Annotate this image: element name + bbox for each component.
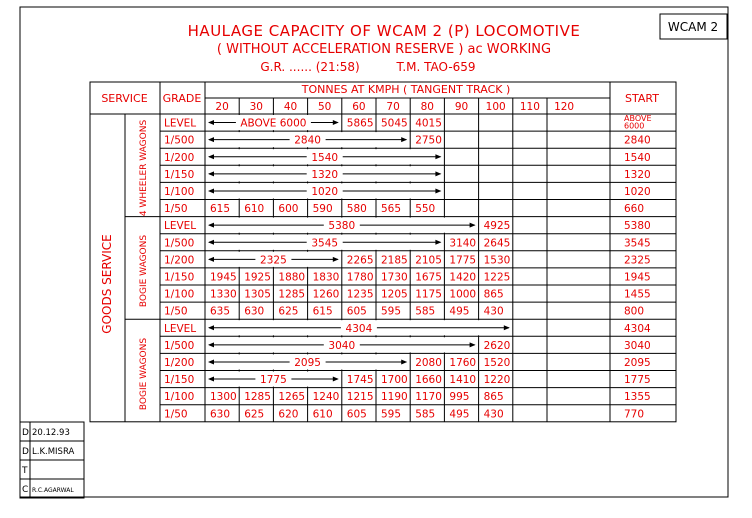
start-value: 5380 <box>624 220 651 233</box>
speed-header: 100 <box>485 101 506 113</box>
signoff-key: T <box>22 466 28 476</box>
grade-label: LEVEL <box>164 117 197 130</box>
grade-label: LEVEL <box>164 220 197 233</box>
capacity-value: 585 <box>415 305 436 318</box>
capacity-value: 1880 <box>278 271 306 284</box>
grade-label: 1/150 <box>164 168 195 181</box>
capacity-value: 1220 <box>483 374 511 387</box>
capacity-value: 5045 <box>381 117 408 130</box>
capacity-value: 1260 <box>312 288 340 301</box>
grade-label: 1/50 <box>164 408 188 421</box>
capacity-value: 1410 <box>449 374 477 387</box>
capacity-value: 620 <box>278 408 299 421</box>
capacity-value: 2840 <box>294 134 321 147</box>
capacity-value: 430 <box>483 305 504 318</box>
capacity-value: 4015 <box>415 117 442 130</box>
group-label-bogie-2: BOGIE WAGONS <box>139 337 149 411</box>
grade-label: 1/150 <box>164 271 195 284</box>
drawing-border <box>20 7 728 497</box>
capacity-value: 1175 <box>415 288 442 301</box>
grade-label: 1/500 <box>164 134 195 147</box>
speed-header: 50 <box>318 101 332 113</box>
speed-header: 30 <box>249 101 263 113</box>
grade-label: 1/100 <box>164 185 195 198</box>
capacity-value: 2750 <box>415 134 442 147</box>
capacity-value: 610 <box>312 408 333 421</box>
grade-label: 1/500 <box>164 237 195 250</box>
capacity-value: 3545 <box>311 237 339 250</box>
grade-label: LEVEL <box>164 322 197 335</box>
capacity-value: 635 <box>210 305 231 318</box>
speed-header: 70 <box>386 101 400 113</box>
capacity-value: 1265 <box>278 391 306 404</box>
start-value: 1320 <box>624 168 651 181</box>
capacity-value: 605 <box>346 408 367 421</box>
capacity-value: 625 <box>278 305 299 318</box>
capacity-value: 3140 <box>449 237 477 250</box>
capacity-value: 1285 <box>244 391 271 404</box>
start-value: 3040 <box>624 339 651 352</box>
start-value-line1: ABOVE <box>624 114 652 123</box>
capacity-value: 580 <box>346 203 367 216</box>
capacity-value: 1305 <box>244 288 271 301</box>
table-body <box>125 114 676 420</box>
capacity-value: 2265 <box>346 254 374 267</box>
capacity-value: 1775 <box>449 254 477 267</box>
capacity-value: 1745 <box>346 374 374 387</box>
speed-header: 110 <box>519 101 540 113</box>
capacity-value: 590 <box>312 203 333 216</box>
start-value: 2840 <box>624 134 651 147</box>
capacity-value: 1945 <box>210 271 237 284</box>
title-line-1: HAULAGE CAPACITY OF WCAM 2 (P) LOCOMOTIVE <box>187 22 581 40</box>
capacity-value: 630 <box>210 408 231 421</box>
capacity-value: 615 <box>210 203 231 216</box>
capacity-value: 430 <box>483 408 504 421</box>
signoff-key: D <box>22 428 29 438</box>
capacity-value: ABOVE 6000 <box>240 117 307 130</box>
capacity-value: 565 <box>381 203 402 216</box>
capacity-value: 600 <box>278 203 299 216</box>
capacity-value: 1730 <box>381 271 408 284</box>
capacity-value: 595 <box>381 408 402 421</box>
start-value: 1775 <box>624 374 651 387</box>
capacity-value: 495 <box>449 408 470 421</box>
capacity-value: 1760 <box>449 356 477 369</box>
start-value: 3545 <box>624 237 651 250</box>
capacity-value: 1330 <box>210 288 237 301</box>
capacity-value: 865 <box>483 288 504 301</box>
start-value: 1020 <box>624 185 651 198</box>
capacity-value: 1000 <box>449 288 477 301</box>
capacity-value: 995 <box>449 391 470 404</box>
capacity-value: 625 <box>244 408 265 421</box>
capacity-value: 1020 <box>311 185 339 198</box>
grade-label: 1/100 <box>164 391 195 404</box>
header-start: START <box>625 92 659 105</box>
header-grade: GRADE <box>162 92 202 105</box>
capacity-value: 1225 <box>483 271 511 284</box>
capacity-value: 1700 <box>381 374 408 387</box>
grade-label: 1/200 <box>164 151 195 164</box>
signoff-block <box>20 422 84 498</box>
grade-label: 1/100 <box>164 288 195 301</box>
grade-label: 1/50 <box>164 203 188 216</box>
capacity-value: 2105 <box>415 254 442 267</box>
start-value: 2095 <box>624 356 651 369</box>
capacity-value: 1240 <box>312 391 340 404</box>
sheet-tag: WCAM 2 <box>667 20 719 34</box>
capacity-value: 550 <box>415 203 436 216</box>
start-value-line2: 6000 <box>624 121 645 131</box>
capacity-value: 630 <box>244 305 265 318</box>
signoff-key: C <box>22 485 29 495</box>
start-value: 1540 <box>624 151 651 164</box>
speed-header: 40 <box>283 101 298 113</box>
speed-header: 60 <box>352 101 366 113</box>
capacity-value: 1215 <box>346 391 374 404</box>
header-service: SERVICE <box>101 92 148 105</box>
capacity-value: 615 <box>312 305 333 318</box>
title-line-2: ( WITHOUT ACCELERATION RESERVE ) ac WORKING <box>216 42 552 57</box>
speed-header: 20 <box>215 101 229 113</box>
capacity-value: 1540 <box>311 151 339 164</box>
capacity-value: 1660 <box>415 374 442 387</box>
capacity-value: 2645 <box>483 237 511 250</box>
capacity-value: 2095 <box>294 356 321 369</box>
capacity-value: 4925 <box>483 220 511 233</box>
start-value: 770 <box>624 408 645 421</box>
capacity-value: 1235 <box>346 288 374 301</box>
capacity-value: 610 <box>244 203 265 216</box>
capacity-value: 1530 <box>483 254 511 267</box>
capacity-value: 1285 <box>278 288 306 301</box>
start-value: 1455 <box>624 288 651 301</box>
grade-label: 1/500 <box>164 339 195 352</box>
capacity-value: 1300 <box>210 391 237 404</box>
capacity-value: 1320 <box>311 168 339 181</box>
capacity-value: 1420 <box>449 271 477 284</box>
capacity-value: 1520 <box>483 356 511 369</box>
start-value: 2325 <box>624 254 651 267</box>
speed-header: 80 <box>420 101 434 113</box>
capacity-value: 5380 <box>328 220 356 233</box>
capacity-value: 1775 <box>260 374 287 387</box>
capacity-value: 1780 <box>346 271 374 284</box>
speed-header: 120 <box>554 101 575 113</box>
grade-label: 1/150 <box>164 374 195 387</box>
group-label-bogie-1: BOGIE WAGONS <box>139 234 149 308</box>
capacity-value: 1170 <box>415 391 442 404</box>
capacity-value: 2080 <box>415 356 442 369</box>
capacity-value: 865 <box>483 391 504 404</box>
signoff-value: R.C.AGARWAL <box>32 487 74 494</box>
capacity-value: 595 <box>381 305 402 318</box>
capacity-value: 1675 <box>415 271 442 284</box>
capacity-value: 1205 <box>381 288 408 301</box>
capacity-value: 585 <box>415 408 436 421</box>
capacity-value: 2620 <box>483 339 511 352</box>
start-value: 1355 <box>624 391 651 404</box>
capacity-value: 605 <box>346 305 367 318</box>
speed-header-row <box>215 101 574 113</box>
start-value: 800 <box>624 305 645 318</box>
capacity-value: 1190 <box>381 391 408 404</box>
speed-header: 90 <box>454 101 469 113</box>
grade-label: 1/200 <box>164 356 195 369</box>
capacity-value: 1925 <box>244 271 271 284</box>
capacity-value: 4304 <box>345 322 373 335</box>
capacity-value: 2185 <box>381 254 408 267</box>
group-label-four-wheeler: 4 WHEELER WAGONS <box>139 119 149 217</box>
capacity-value: 2325 <box>260 254 287 267</box>
title-gear-ratio: G.R. ...... (21:58) <box>260 60 360 74</box>
grade-label: 1/50 <box>164 305 188 318</box>
start-value: 1945 <box>624 271 651 284</box>
capacity-value: 5865 <box>346 117 374 130</box>
capacity-value: 495 <box>449 305 470 318</box>
title-traction-motor: T.M. TAO-659 <box>396 60 476 74</box>
start-value: 4304 <box>624 322 651 335</box>
header-tonnes: TONNES AT KMPH ( TANGENT TRACK ) <box>301 83 511 96</box>
capacity-value: 3040 <box>328 339 356 352</box>
signoff-value: 20.12.93 <box>32 428 70 438</box>
capacity-value: 1830 <box>312 271 340 284</box>
start-value: 660 <box>624 203 645 216</box>
grade-label: 1/200 <box>164 254 195 267</box>
signoff-value: L.K.MISRA <box>32 447 75 457</box>
signoff-key: D <box>22 447 29 457</box>
service-label: GOODS SERVICE <box>100 234 114 334</box>
